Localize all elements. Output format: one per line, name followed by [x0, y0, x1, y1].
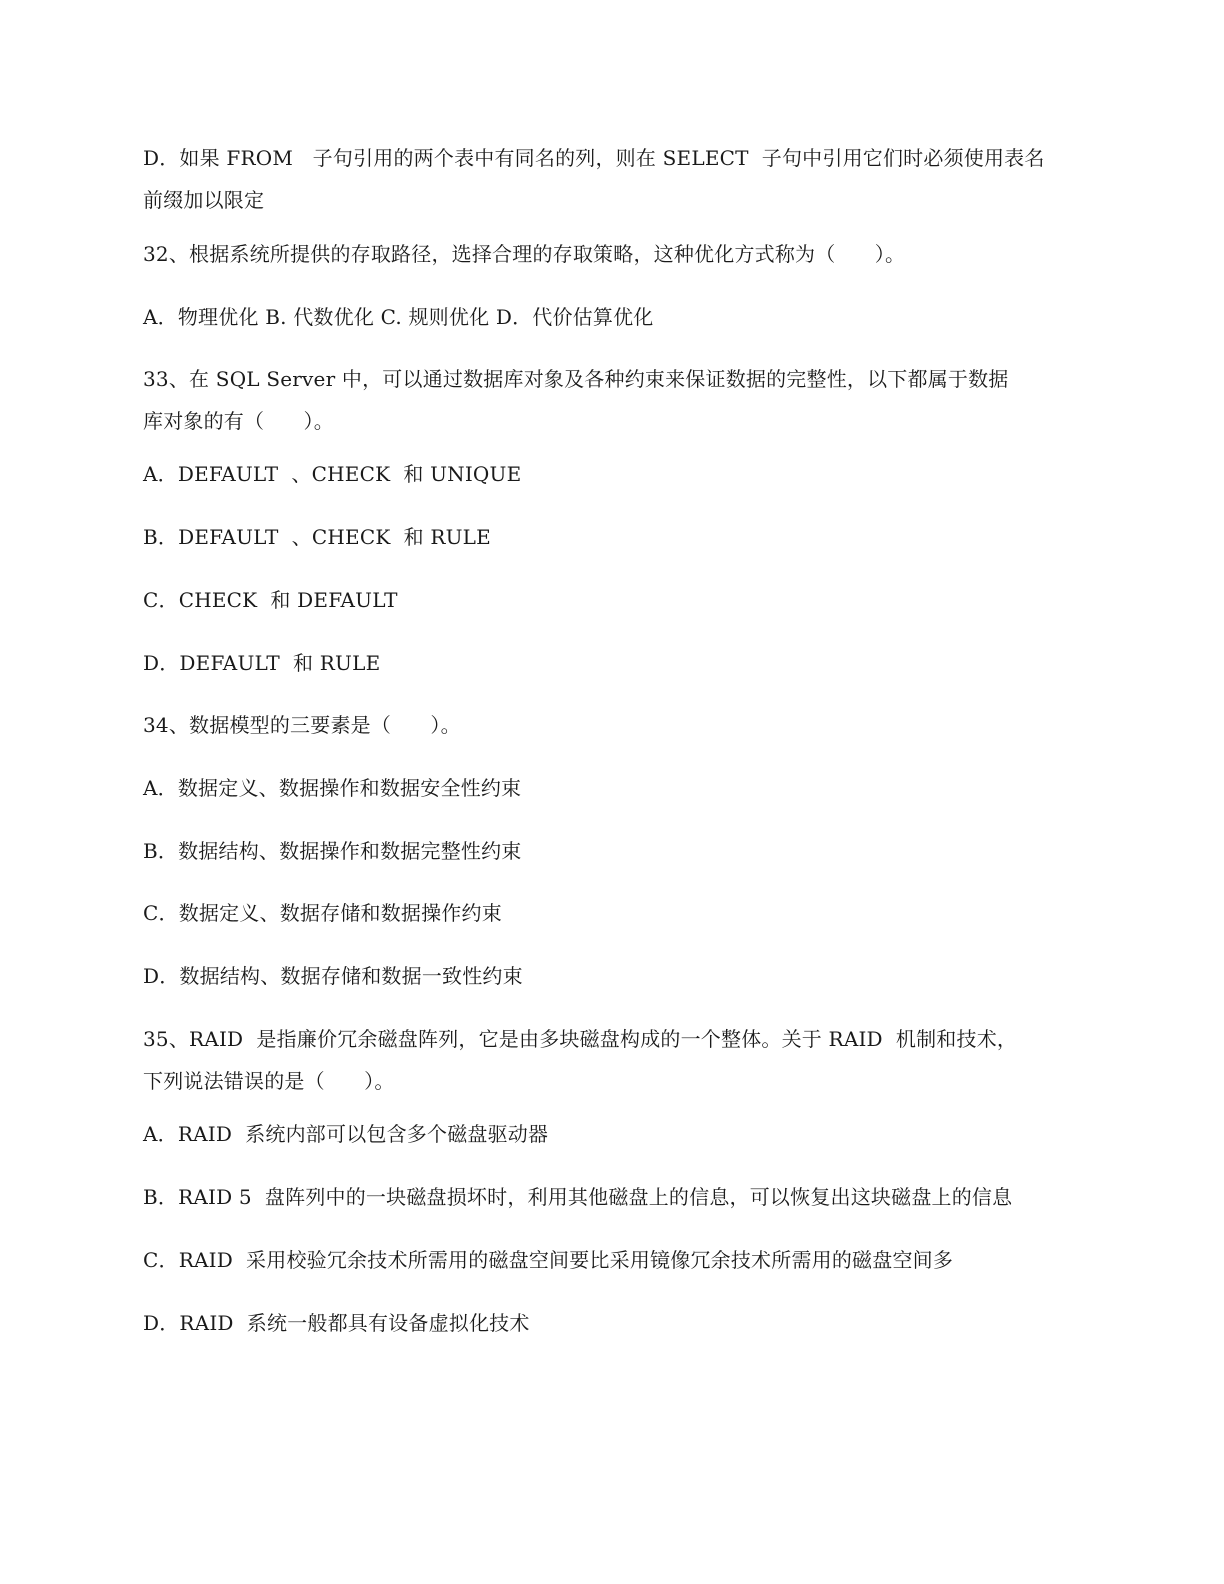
q31-option-d-line2: 前缀加以限定: [143, 188, 265, 212]
q35-option-c: C．RAID 采用校验冗余技术所需用的磁盘空间要比采用镜像冗余技术所需用的磁盘空间多: [143, 1248, 954, 1272]
q33-option-a: A．DEFAULT 、CHECK 和 UNIQUE: [143, 462, 522, 486]
q33-option-b: B．DEFAULT 、CHECK 和 RULE: [143, 525, 491, 549]
question-34-text: 34、数据模型的三要素是（ ）。: [143, 713, 461, 737]
question-33-text-line1: 33、在 SQL Server 中，可以通过数据库对象及各种约束来保证数据的完整性，以下都属于数据: [143, 367, 1009, 391]
q33-option-d: D．DEFAULT 和 RULE: [143, 651, 381, 675]
question-33-text-line2: 库对象的有（ ）。: [143, 409, 334, 433]
q35-option-a: A．RAID 系统内部可以包含多个磁盘驱动器: [143, 1122, 549, 1146]
q31-option-d-line1: D．如果 FROM 子句引用的两个表中有同名的列，则在 SELECT 子句中引用它们时必须使用表名: [143, 146, 1045, 170]
q35-option-d: D．RAID 系统一般都具有设备虚拟化技术: [143, 1311, 530, 1335]
question-32-options: A．物理优化 B. 代数优化 C. 规则优化 D．代价估算优化: [143, 305, 654, 329]
q34-option-a: A．数据定义、数据操作和数据安全性约束: [143, 776, 522, 800]
q34-option-d: D．数据结构、数据存储和数据一致性约束: [143, 964, 523, 988]
question-35-text-line2: 下列说法错误的是（ ）。: [143, 1069, 395, 1093]
q33-option-c: C．CHECK 和 DEFAULT: [143, 588, 398, 612]
q34-option-b: B．数据结构、数据操作和数据完整性约束: [143, 839, 522, 863]
question-35-text-line1: 35、RAID 是指廉价冗余磁盘阵列，它是由多块磁盘构成的一个整体。关于 RAID 机制和技术，: [143, 1027, 1018, 1051]
q34-option-c: C．数据定义、数据存储和数据操作约束: [143, 901, 502, 925]
question-32-text: 32、根据系统所提供的存取路径，选择合理的存取策略，这种优化方式称为（ ）。: [143, 242, 906, 266]
q35-option-b: B．RAID 5 盘阵列中的一块磁盘损坏时，利用其他磁盘上的信息，可以恢复出这块磁盘上的信息: [143, 1185, 1013, 1209]
